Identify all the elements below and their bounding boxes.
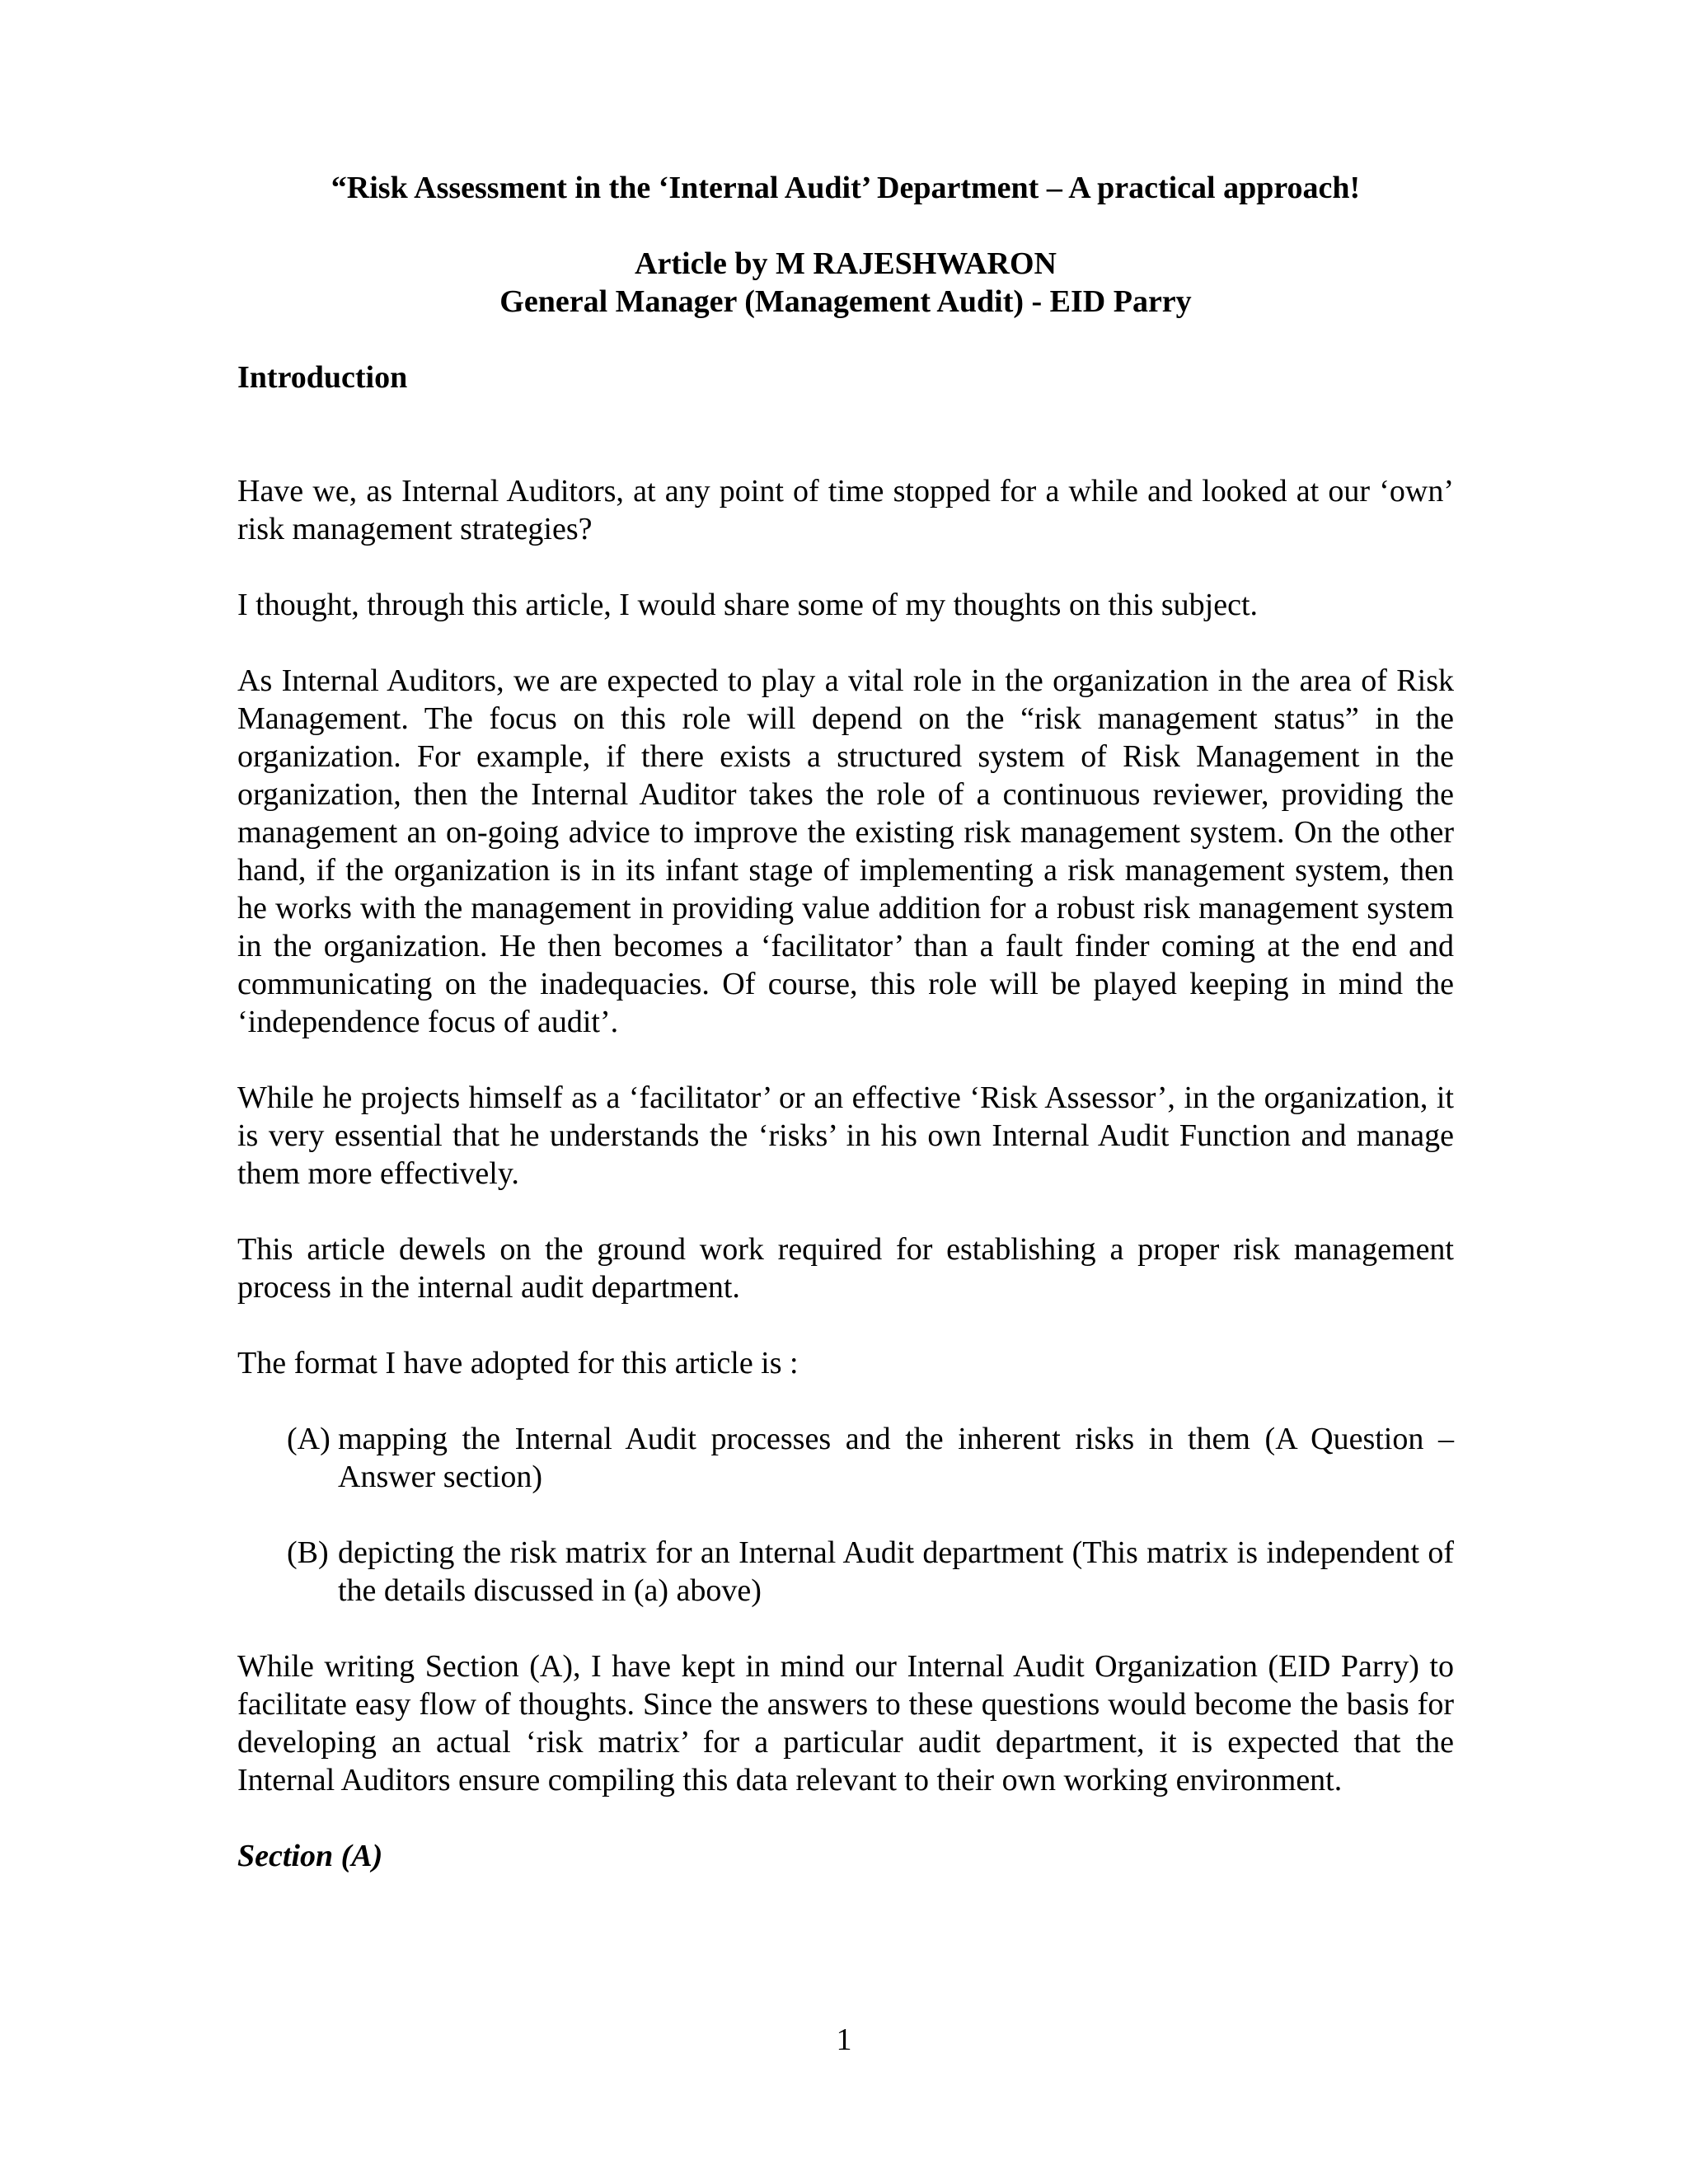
- paragraph-1: Have we, as Internal Auditors, at any point of time stopped for a while and looked at our ‘own’ risk management strategies?: [237, 474, 1454, 546]
- list-marker: (B): [287, 1535, 329, 1570]
- introduction-heading: Introduction: [237, 360, 408, 395]
- list-item-b: [287, 1534, 1454, 1610]
- list-item-text: mapping the Internal Audit processes and the inherent risks in them (A Question – Answer section): [338, 1422, 1454, 1494]
- byline: [237, 245, 1454, 321]
- closing-paragraph: While writing Section (A), I have kept in mind our Internal Audit Organization (EID Parry) to facilitate easy flow of thoughts. Since the answers to these questions would become the basis for developing an actual ‘risk matrix’ for a particular audit department, it is expected that the Internal Auditors ensure compiling this data relevant to their own working environment.: [237, 1649, 1454, 1797]
- paragraph-4: While he projects himself as a ‘facilitator’ or an effective ‘Risk Assessor’, in the organization, it is very essential that he understands the ‘risks’ in his own Internal Audit Function and manage them more effectively.: [237, 1080, 1454, 1191]
- paragraph-5: This article dewels on the ground work required for establishing a proper risk management process in the internal audit department.: [237, 1232, 1454, 1305]
- author-line: Article by M RAJESHWARON: [635, 246, 1057, 281]
- format-list: [237, 1420, 1454, 1610]
- list-item-text: depicting the risk matrix for an Internal Audit department (This matrix is independent of the details discussed in (a) above): [338, 1535, 1454, 1608]
- document-title: “Risk Assessment in the ‘Internal Audit’ Department – A practical approach!: [331, 171, 1361, 205]
- paragraph-3: As Internal Auditors, we are expected to play a vital role in the organization in the area of Risk Management. The focus on this role will depend on the “risk management status” in the organization. For example, if there exists a structured system of Risk Management in the organization, then the Internal Auditor takes the role of a continuous reviewer, providing the management an on-going advice to improve the existing risk management system. On the other hand, if the organization is in its infant stage of implementing a risk management system, then he works with the management in providing value addition for a robust risk management system in the organization. He then becomes a ‘facilitator’ than a fault finder coming at the end and communicating on the inadequacies. Of course, this role will be played keeping in mind the ‘independence focus of audit’.: [237, 663, 1454, 1039]
- paragraph-6: The format I have adopted for this article is :: [237, 1346, 799, 1380]
- list-marker: (A): [287, 1422, 331, 1456]
- paragraph-2: I thought, through this article, I would share some of my thoughts on this subject.: [237, 588, 1259, 622]
- author-role-line: General Manager (Management Audit) - EID Parry: [499, 284, 1192, 319]
- page-number: 1: [836, 2022, 852, 2057]
- list-item-a: [287, 1420, 1454, 1496]
- page-content: [237, 169, 1454, 1875]
- section-a-heading: Section (A): [237, 1839, 383, 1873]
